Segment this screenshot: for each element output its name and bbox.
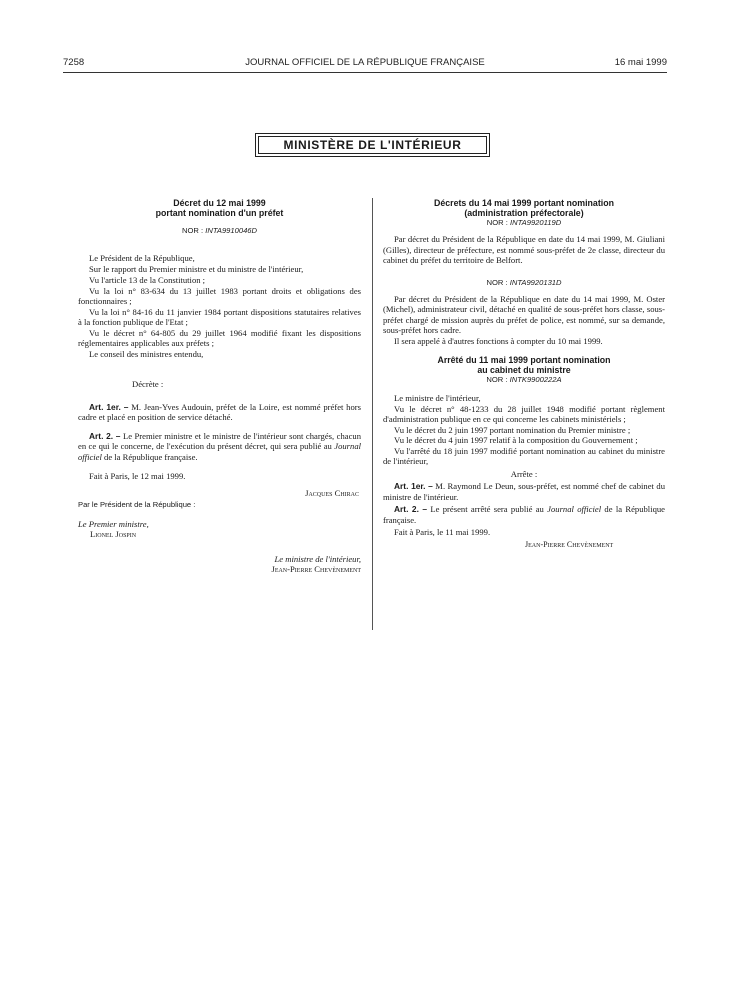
arrete-article-1-text: M. Raymond Le Deun, sous-préfet, est nommé chef de cabinet du ministre de l'intérieur. bbox=[383, 481, 665, 502]
nor-code: INTA9910046D bbox=[205, 226, 257, 235]
nor-label: NOR : bbox=[486, 375, 508, 384]
article-2-journal: Journal officiel bbox=[78, 441, 361, 462]
article-1-text: M. Jean-Yves Audouin, préfet de la Loire, est nommé préfet hors cadre et placé en position de service détaché. bbox=[78, 401, 361, 422]
ministre-interieur-name: Jean-Pierre Chevènement bbox=[271, 564, 361, 574]
arrete-article-2 bbox=[383, 504, 665, 525]
ministry-title: MINISTÈRE DE L'INTÉRIEUR bbox=[283, 138, 462, 152]
preamble-vu-loi-83: Vu la loi n° 83-634 du 13 juillet 1983 portant droits et obligations des fonctionnaires ; bbox=[78, 285, 361, 306]
decree-title-line2: portant nomination d'un préfet bbox=[155, 208, 284, 218]
journal-title: JOURNAL OFFICIEL DE LA RÉPUBLIQUE FRANÇAISE bbox=[245, 57, 485, 68]
left-column bbox=[78, 198, 361, 575]
arrete-title-line2: au cabinet du ministre bbox=[477, 365, 571, 375]
decrets-title-line1: Décrets du 14 mai 1999 portant nomination bbox=[434, 198, 614, 208]
preamble-rapport: Sur le rapport du Premier ministre et du ministre de l'intérieur, bbox=[89, 263, 304, 274]
decree-title-line1: Décret du 12 mai 1999 bbox=[173, 198, 266, 208]
page-number: 7258 bbox=[63, 57, 85, 68]
nor-code: INTA9920119D bbox=[510, 218, 562, 227]
header-rule bbox=[63, 72, 667, 73]
arrete-vu-decret-2-juin: Vu le décret du 2 juin 1997 portant nomination du Premier ministre ; bbox=[394, 424, 631, 435]
issue-date: 16 mai 1999 bbox=[614, 57, 667, 68]
arrete-article-2-end: de la République française. bbox=[383, 504, 665, 525]
preamble-vu-constitution: Vu l'article 13 de la Constitution ; bbox=[89, 275, 206, 285]
arrete-fait-a-paris: Fait à Paris, le 11 mai 1999. bbox=[394, 527, 491, 537]
decret-oster-date: Il sera appelé à d'autres fonctions à compter du 10 mai 1999. bbox=[394, 335, 603, 346]
arrete-article-2-text: Le présent arrêté sera publié au bbox=[427, 504, 548, 514]
article-2-end: de la République française. bbox=[101, 451, 198, 462]
arrete-title-line1: Arrêté du 11 mai 1999 portant nomination bbox=[437, 355, 611, 365]
preamble-conseil: Le conseil des ministres entendu, bbox=[89, 348, 204, 359]
decrets-title-line2: (administration préfectorale) bbox=[464, 208, 584, 218]
ministre-interieur-title: Le ministre de l'intérieur, bbox=[274, 553, 361, 564]
arrete-vu-decret-48: Vu le décret n° 48-1233 du 28 juillet 1948 modifié portant règlement d'administration publique en ce qui concerne les cabinets ministériels ; bbox=[383, 403, 665, 424]
article-1-label: Art. 1er. – bbox=[89, 401, 129, 412]
right-column bbox=[383, 198, 665, 550]
page-header bbox=[63, 57, 667, 71]
arrete-signature: Jean-Pierre Chevènement bbox=[525, 539, 614, 549]
decret-oster: Par décret du Président de la République en date du 14 mai 1999, M. Oster (Michel), administrateur civil, détaché en qualité de sous-préfet hors classe, sous-préfet chargé de mission auprès du préfet de police, est nommé, sur sa demande, sous-préfet hors cadre. bbox=[383, 293, 665, 335]
article-2 bbox=[78, 431, 361, 463]
arrete-article-2-label: Art. 2. – bbox=[394, 504, 428, 514]
nor-reference-3 bbox=[383, 375, 665, 385]
article-2-label: Art. 2. – bbox=[89, 430, 121, 441]
decret-giuliani: Par décret du Président de la République en date du 14 mai 1999, M. Giuliani (Gilles), directeur de préfecture, est nommé sous-préfet de 2e classe, directeur du cabinet du préfet du territoire de Belfort. bbox=[383, 234, 665, 265]
nor-reference-1 bbox=[383, 218, 665, 228]
arrete-vu-arrete-18-juin: Vu l'arrêté du 18 juin 1997 modifié portant nomination au cabinet du ministre de l'intérieur, bbox=[383, 445, 665, 466]
arrete-article-2-journal: Journal officiel bbox=[547, 504, 602, 514]
column-divider bbox=[372, 198, 373, 630]
preamble-president: Le Président de la République, bbox=[89, 253, 195, 263]
article-2-text: Le Premier ministre et le ministre de l'intérieur sont chargés, chacun en ce qui le concerne, de l'exécution du présent décret, qui sera publié au bbox=[78, 430, 361, 451]
premier-ministre-name: Lionel Jospin bbox=[90, 529, 137, 539]
par-le-president: Par le Président de la République : bbox=[78, 500, 196, 509]
nor-code: INTA9920131D bbox=[509, 277, 562, 287]
arrete-vu-decret-4-juin: Vu le décret du 4 juin 1997 relatif à la composition du Gouvernement ; bbox=[394, 435, 638, 445]
nor-reference bbox=[78, 226, 361, 236]
premier-ministre-title: Le Premier ministre, bbox=[78, 518, 149, 529]
arrete-label: Arrête : bbox=[510, 468, 538, 479]
decrete-label: Décrète : bbox=[132, 379, 164, 389]
fait-a-paris: Fait à Paris, le 12 mai 1999. bbox=[89, 471, 186, 481]
signature-president: Jacques Chirac bbox=[305, 487, 359, 498]
nor-label: NOR : bbox=[486, 277, 508, 287]
nor-code: INTK9900222A bbox=[509, 375, 562, 384]
arrete-ministre: Le ministre de l'intérieur, bbox=[394, 393, 481, 403]
arrete-article-1-label: Art. 1er. – bbox=[394, 481, 433, 491]
arrete-article-1 bbox=[383, 481, 665, 502]
article-1 bbox=[78, 402, 361, 423]
nor-label: NOR : bbox=[181, 226, 204, 235]
nor-label: NOR : bbox=[486, 218, 508, 227]
preamble-vu-loi-84: Vu la loi n° 84-16 du 11 janvier 1984 portant dispositions statutaires relatives à la fonction publique de l'Etat ; bbox=[78, 306, 361, 327]
nor-reference-2 bbox=[383, 278, 665, 288]
ministry-box bbox=[255, 133, 490, 157]
preamble-vu-decret-64: Vu le décret n° 64-805 du 29 juillet 1964 modifié fixant les dispositions réglementaires applicables aux préfets ; bbox=[78, 327, 361, 348]
